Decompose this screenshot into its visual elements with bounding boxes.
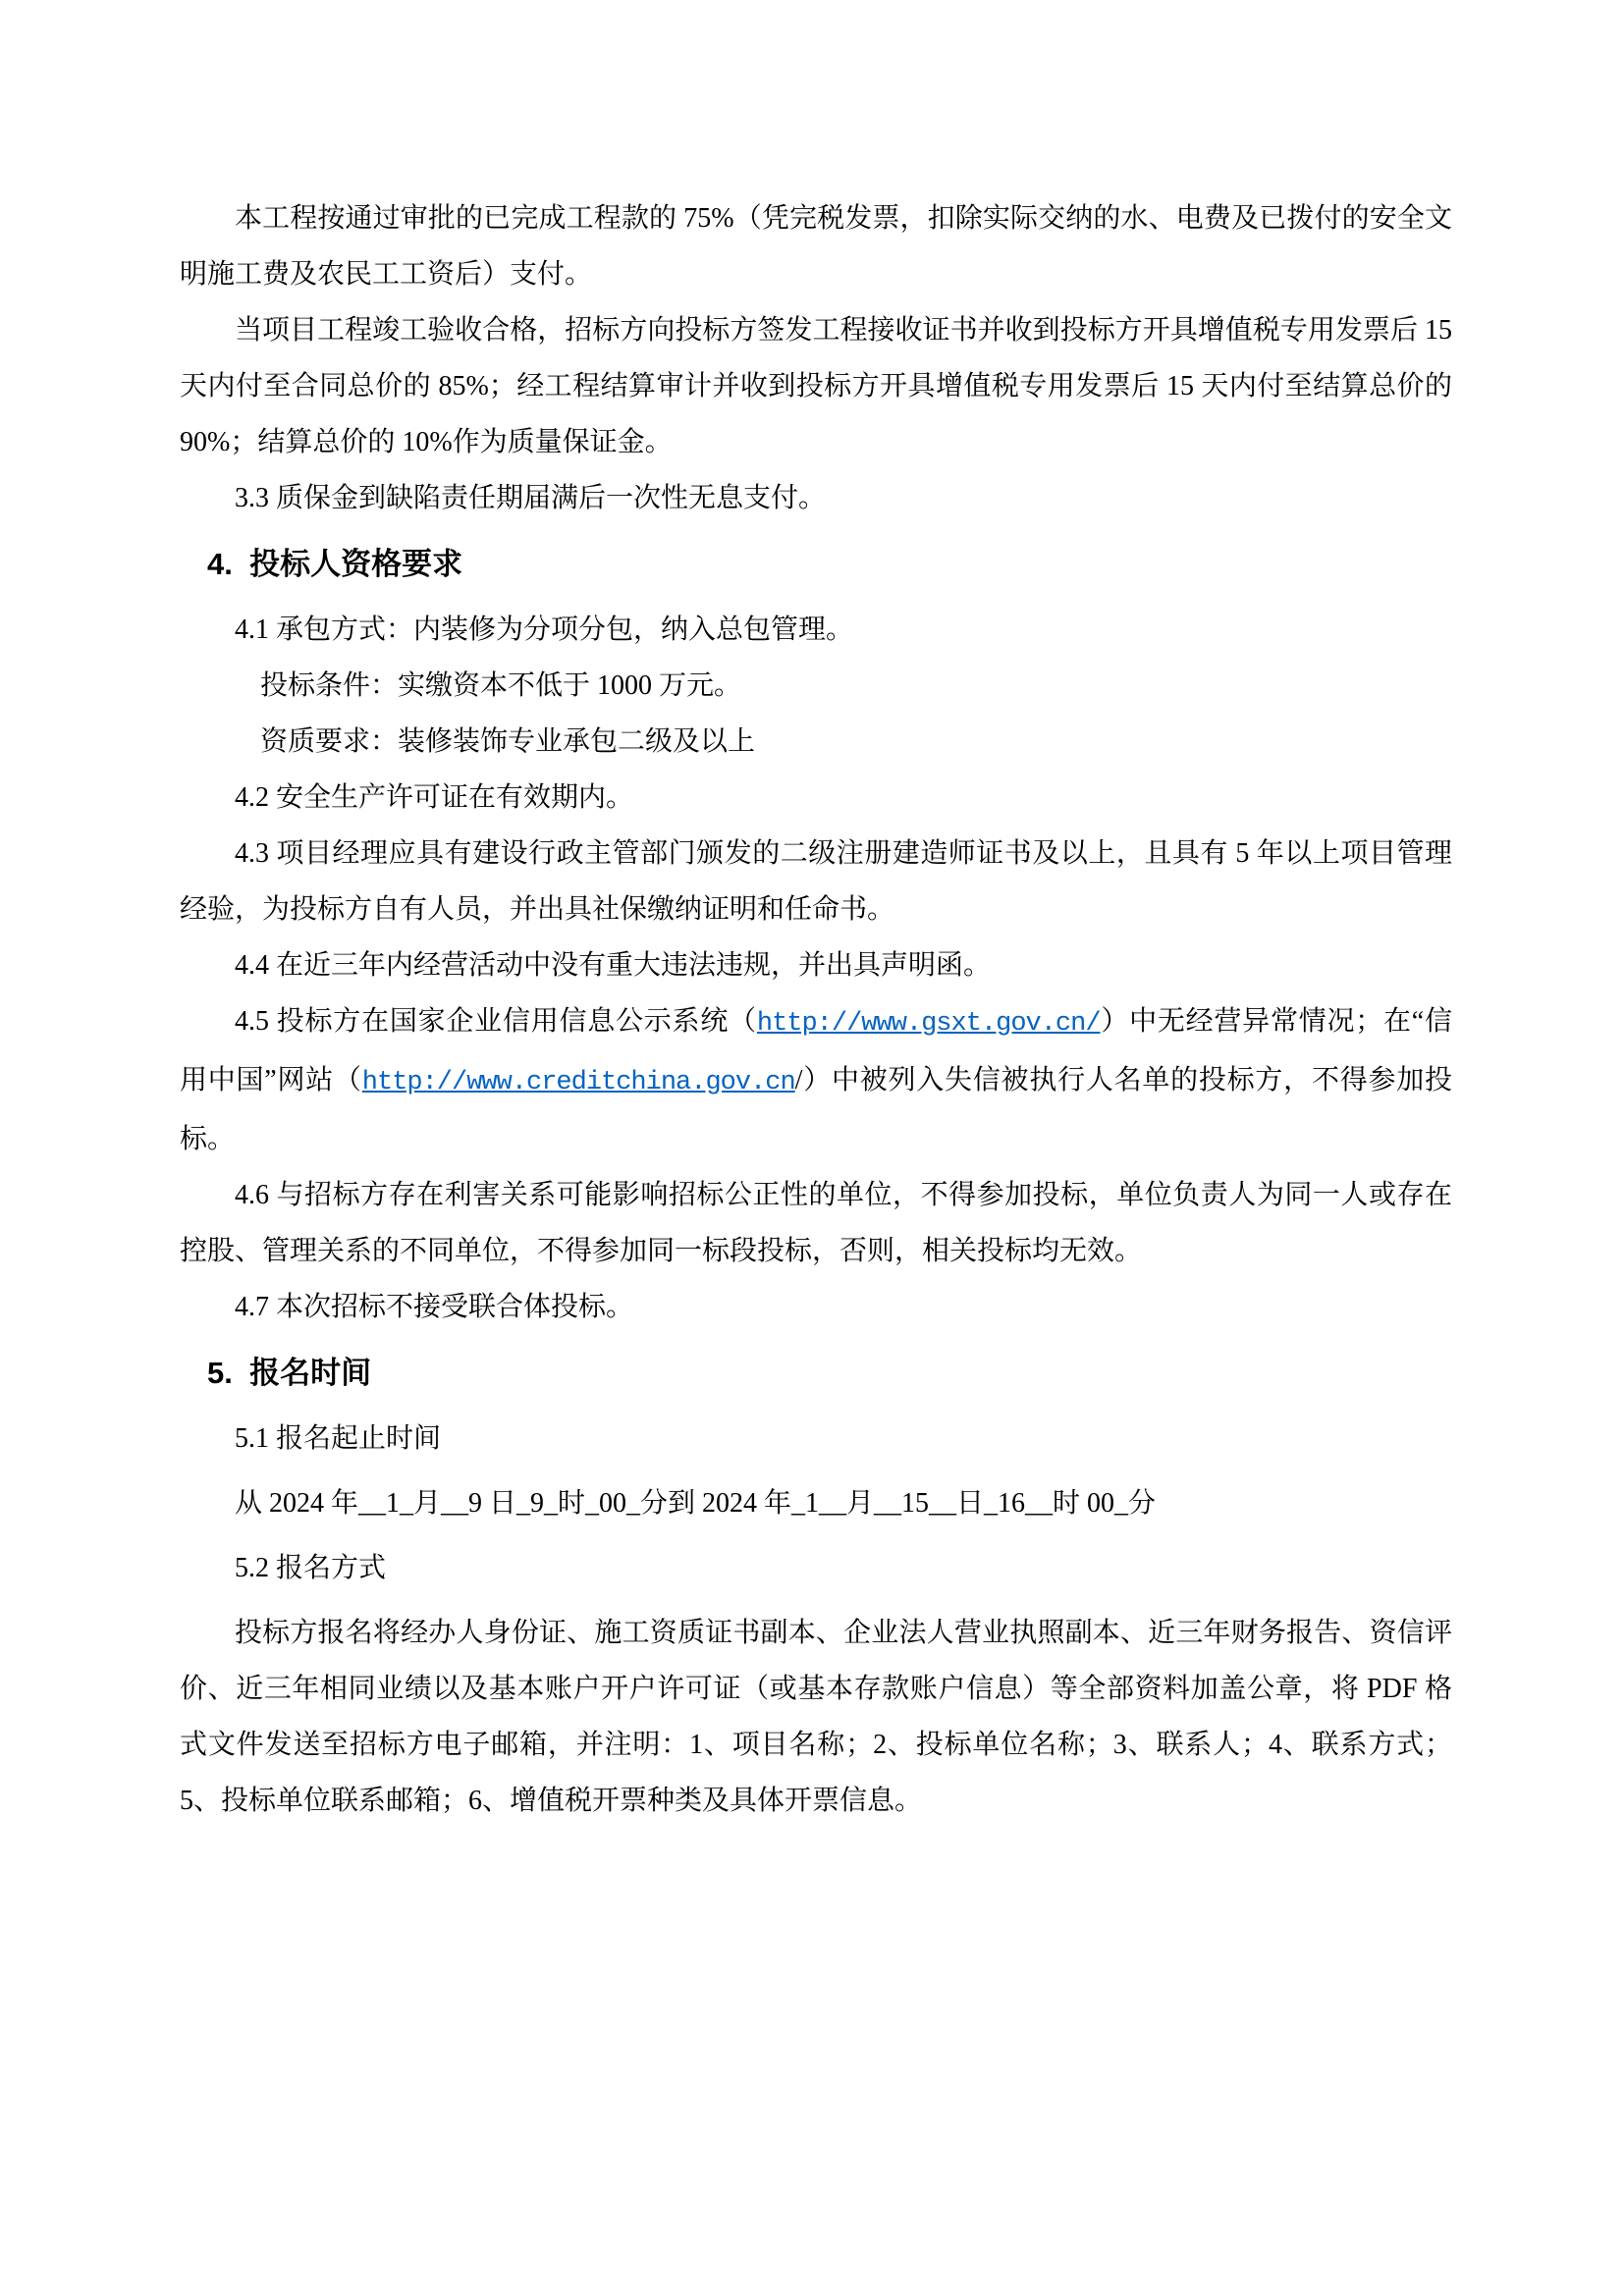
para-5-2-registration-method [180, 1540, 1452, 1596]
para-4-1-contracting-text-0: 4.1 承包方式：内装修为分项分包，纳入总包管理。 [235, 614, 854, 645]
para-4-3-project-manager [180, 826, 1452, 937]
heading-5-registration-time-text-0: 5. 报名时间 [207, 1356, 372, 1390]
gsxt-link[interactable]: http://www.gsxt.gov.cn/ [756, 1009, 1101, 1039]
creditchina-link[interactable]: http://www.creditchina.gov.cn [361, 1068, 795, 1097]
para-bid-condition-text-0: 投标条件：实缴资本不低于 1000 万元。 [260, 670, 742, 701]
para-4-5-credit-check-text-0: 4.5 投标方在国家企业信用信息公示系统（ [235, 1006, 757, 1037]
para-4-4-compliance [180, 937, 1452, 993]
para-4-3-project-manager-text-0: 4.3 项目经理应具有建设行政主管部门颁发的二级注册建造师证书及以上，且具有 5 年以上项目管理经验，为投标方自有人员，并出具社保缴纳证明和任命书。 [180, 838, 1452, 925]
para-payment-schedule-text-0: 当项目工程竣工验收合格，招标方向投标方签发工程接收证书并收到投标方开具增值税专用发票后 15 天内付至合同总价的 85%；经工程结算审计并收到投标方开具增值税专用发票后 15 天内付至结算总价的 90%；结算总价的 10%作为质量保证金。 [180, 315, 1452, 457]
para-4-5-credit-check-text-4: /）中被列入失信被执行人名单的投标方，不得参加投标。 [180, 1065, 1452, 1154]
para-4-6-conflict-of-interest-text-0: 4.6 与招标方存在利害关系可能影响招标公正性的单位，不得参加投标，单位负责人为同一人或存在控股、管理关系的不同单位，不得参加同一标段投标，否则，相关投标均无效。 [180, 1180, 1452, 1266]
para-4-2-safety-license [180, 770, 1452, 826]
para-4-5-credit-check-text-2: ）中无经营异常情况；在“信用中国”网站（ [180, 1006, 1452, 1095]
para-4-6-conflict-of-interest [180, 1167, 1452, 1279]
para-registration-materials [180, 1605, 1452, 1829]
para-4-5-credit-check [180, 993, 1452, 1167]
para-qualification-requirement [180, 714, 1452, 770]
heading-4-qualifications-text-0: 4. 投标人资格要求 [207, 547, 463, 581]
document-content [180, 190, 1452, 1838]
para-5-1-registration-period-text-0: 5.1 报名起止时间 [235, 1423, 442, 1454]
heading-4-qualifications [180, 536, 1452, 592]
para-registration-materials-text-0: 投标方报名将经办人身份证、施工资质证书副本、企业法人营业执照副本、近三年财务报告、资信评价、近三年相同业绩以及基本账户开户许可证（或基本存款账户信息）等全部资料加盖公章，将 PDF 格式文件发送至招标方电子邮箱，并注明：1、项目名称；2、投标单位名称；3、联系人；4、联系方式；5、投标单位联系邮箱；6、增值税开票种类及具体开票信息。 [180, 1618, 1452, 1816]
para-3-3-retention-text-0: 3.3 质保金到缺陷责任期届满后一次性无息支付。 [235, 483, 827, 513]
para-registration-dates-text-0: 从 2024 年__1_月__9 日_9_时_00_分到 2024 年_1__月__15__日_16__时 00_分 [235, 1488, 1157, 1519]
para-qualification-requirement-text-0: 资质要求：装修装饰专业承包二级及以上 [260, 726, 756, 757]
para-payment-75 [180, 190, 1452, 302]
para-payment-75-text-0: 本工程按通过审批的已完成工程款的 75%（凭完税发票，扣除实际交纳的水、电费及已拨付的安全文明施工费及农民工工资后）支付。 [180, 203, 1452, 290]
para-3-3-retention [180, 470, 1452, 526]
para-4-7-no-consortium [180, 1279, 1452, 1335]
para-5-2-registration-method-text-0: 5.2 报名方式 [235, 1553, 387, 1583]
para-4-1-contracting [180, 602, 1452, 658]
para-registration-dates [180, 1475, 1452, 1531]
para-4-2-safety-license-text-0: 4.2 安全生产许可证在有效期内。 [235, 782, 634, 813]
para-4-4-compliance-text-0: 4.4 在近三年内经营活动中没有重大违法违规，并出具声明函。 [235, 950, 992, 981]
heading-5-registration-time [180, 1345, 1452, 1401]
para-4-7-no-consortium-text-0: 4.7 本次招标不接受联合体投标。 [235, 1292, 634, 1322]
para-bid-condition [180, 658, 1452, 714]
para-5-1-registration-period [180, 1411, 1452, 1467]
para-payment-schedule [180, 302, 1452, 470]
